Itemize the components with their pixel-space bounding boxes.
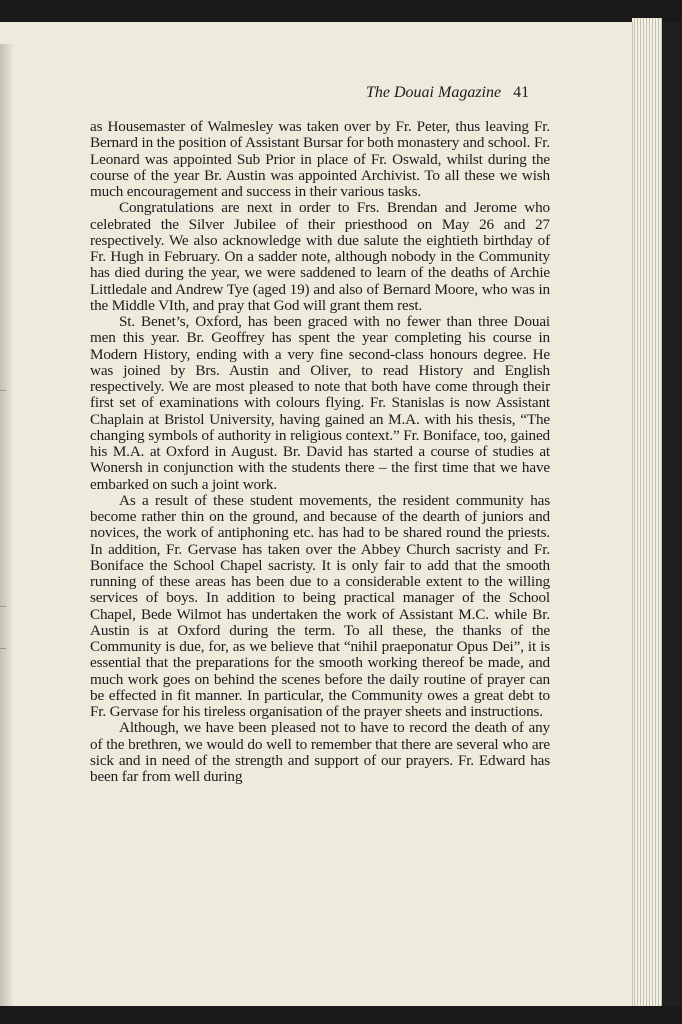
top-binding bbox=[0, 0, 682, 22]
paragraph-5: Although, we have been pleased not to have to record the death of any of the brethren, we would do well to remember that there are several who are sick and in need of the strength and support of our prayers. Fr. Edward has been far from well during bbox=[90, 719, 550, 785]
margin-mark bbox=[0, 606, 6, 607]
paragraph-3: St. Benet’s, Oxford, has been graced with no fewer than three Douai men this year. Br. Geoffrey has spent the year completing his course in Modern History, ending with a very fine second-class honours degree. He was joined by Brs. Austin and Oliver, to read History and English respectively. We are most pleased to note that both have come through their first set of examinations with colours flying. Fr. Stanislas is now Assistant Chaplain at Bristol University, having gained an M.A. with his thesis, “The changing symbols of authority in religious context.” Fr. Boniface, too, gained his M.A. at Oxford in August. Br. David has started a course of studies at Wonersh in conjunction with the students there – the first time that we have embarked on such a joint work. bbox=[90, 313, 550, 493]
running-header bbox=[366, 84, 546, 102]
paragraph-2: Congratulations are next in order to Frs. Brendan and Jerome who celebrated the Silver Jubilee of their priesthood on May 26 and 27 respectively. We also acknowledge with due salute the eightieth birthday of Fr. Hugh in February. On a sadder note, although nobody in the Community has died during the year, we were saddened to learn of the deaths of Archie Littledale and Andrew Tye (aged 19) and also of Bernard Moore, who was in the Middle VIth, and pray that God will grant them rest. bbox=[90, 199, 550, 314]
paragraph-4: As a result of these student movements, the resident community has become rather thin on the ground, and because of the dearth of juniors and novices, the work of antiphoning etc. has had to be shared round the priests. In addition, Fr. Gervase has taken over the Abbey Church sacristy and Fr. Boniface the School Chapel sacristy. It is only fair to add that the smooth running of these areas has been due to a considerable extent to the willing services of boys. In addition to being practical manager of the School Chapel, Bede Wilmot has undertaken the work of Assistant M.C. while Br. Austin is at Oxford during the term. To all these, the thanks of the Community is due, for, as we believe that “nihil praeponatur Opus Dei”, it is essential that the preparations for the smooth working thereof be made, and much work goes on behind the scenes before the daily routine of prayer can be effected in fit manner. In particular, the Community owes a great debt to Fr. Gervase for his tireless organisation of the prayer sheets and instructions. bbox=[90, 491, 550, 720]
margin-mark bbox=[0, 648, 6, 649]
page-number: 41 bbox=[513, 84, 530, 101]
body-text bbox=[90, 119, 550, 785]
journal-title: The Douai Magazine bbox=[366, 84, 502, 101]
paragraph-1: as Housemaster of Walmesley was taken over by Fr. Peter, thus leaving Fr. Bernard in the position of Assistant Bursar for both monastery and school. Fr. Leonard was appointed Sub Prior in place of Fr. Oswald, whilst during the course of the year Br. Austin was appointed Archivist. To all these we wish much encouragement and success in their various tasks. bbox=[90, 118, 550, 200]
margin-mark bbox=[0, 390, 6, 391]
page-edges bbox=[632, 18, 662, 1010]
spine-shadow bbox=[0, 44, 14, 1024]
bottom-binding bbox=[0, 1006, 682, 1024]
